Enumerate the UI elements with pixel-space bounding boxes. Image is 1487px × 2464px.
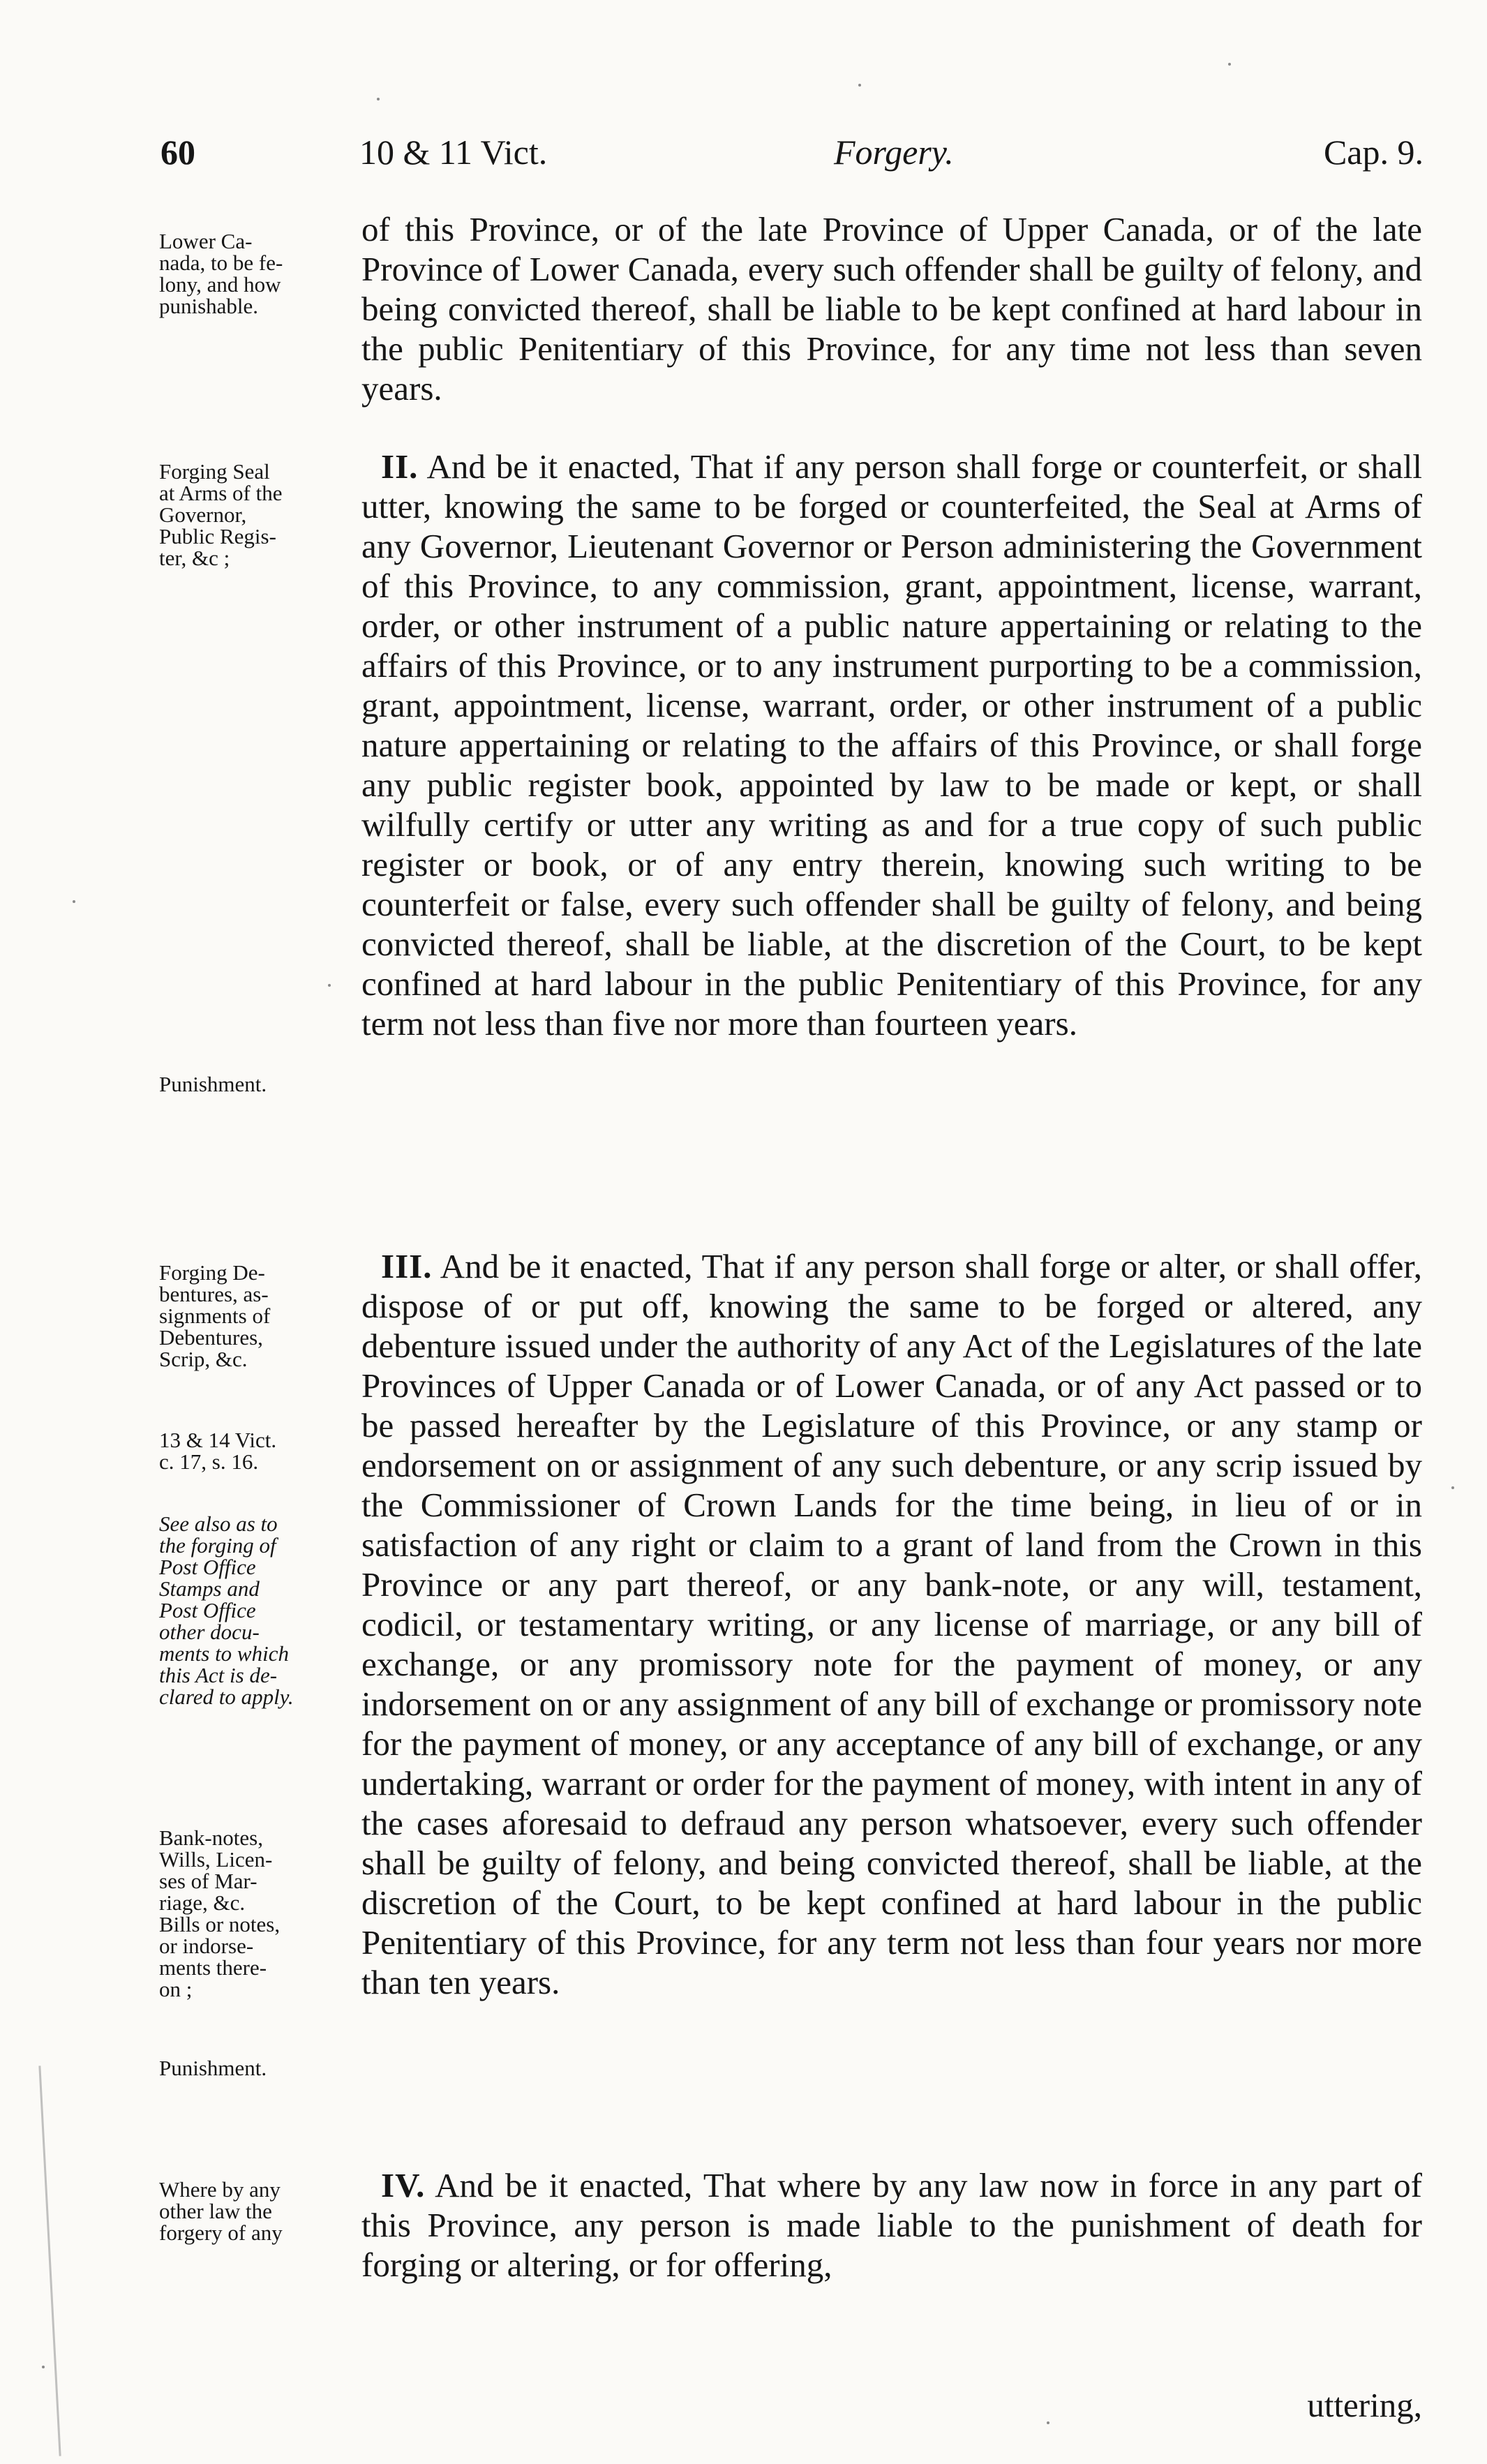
print-speck bbox=[377, 98, 380, 100]
section-number: IV. bbox=[381, 2166, 426, 2204]
section-number: II. bbox=[381, 447, 419, 486]
margin-note: Forging Seal at Arms of the Governor, Public Regis- ter, &c ; bbox=[159, 459, 283, 570]
section-2: II. And be it enacted, That if any person shall forge or counterfeit, or shall utter, knowing the same to be forged or counterfeited, the Seal at Arms of any Governor, Lieutenant Governor or Person administering the Government of this Province, to any commission, grant, appointment, license, warrant, order, or other instrument of a public nature appertaining or relating to the affairs of this Province, or to any instrument purporting to be a commission, grant, appointment, license, warrant, order, or other instrument of a public nature appertaining or relating to the affairs of this Province, or shall forge any public register book, appointed by law to be made or kept, or shall wilfully certify or utter any writing as and for a true copy of such public register or book, or of any entry therein, knowing such writing to be counterfeit or false, every such offender shall be guilty of felony, and being convicted thereof, shall be liable, at the discretion of the Court, to be kept confined at hard labour in the public Penitentiary of this Province, for any term not less than five nor more than fourteen years. bbox=[361, 447, 1422, 1043]
margin-note-punishment: Punishment. bbox=[159, 2056, 267, 2080]
print-speck bbox=[858, 84, 861, 87]
print-speck bbox=[1451, 1486, 1454, 1489]
margin-note-see-also: See also as to the forging of Post Office Stamps and Post Office other docu- ments to which this Act is de- clared to apply. bbox=[159, 1511, 294, 1709]
print-speck bbox=[1047, 2421, 1049, 2424]
section-continuation: of this Province, or of the late Province of Upper Canada, or of the late Province of Lower Canada, every such offender shall be guilty of felony, and being convicted thereof, shall be liable to be kept confined at hard labour in the public Penitentiary of this Province, for any time not less than seven years. bbox=[361, 210, 1422, 408]
margin-note-citation: 13 & 14 Vict. c. 17, s. 16. bbox=[159, 1428, 277, 1474]
print-speck bbox=[1228, 63, 1231, 66]
running-header bbox=[160, 131, 1424, 180]
section-3: III. And be it enacted, That if any person shall forge or alter, or shall offer, dispose of or put off, knowing the same to be forged or altered, any debenture issued under the authority of any Act of the Legislatures of the late Provinces of Upper Canada or of Lower Canada, or of any Act passed or to be passed hereafter by the Legislature of this Province, or any stamp or endorsement on or assignment of any such debenture, or any scrip issued by the Commissioner of Crown Lands for the time being, in lieu of or in satisfaction of any right or claim to a grant of land from the Crown in this Province or any part thereof, or any bank-note, or any will, testament, codicil, or testamentary writing, or any license of marriage, or any bill of exchange, or any promissory note for the payment of money, or any indorsement on or any assignment of any bill of exchange or promissory note for the payment of money, or any acceptance of any bill of exchange, or any undertaking, warrant or order for the payment of money, with intent in any of the cases aforesaid to defraud any person whatsoever, every such offender shall be guilty of felony, and being convicted thereof, shall be liable, at the discretion of the Court, to be kept confined at hard labour in the public Penitentiary of this Province, for any term not less than four years nor more than ten years. bbox=[361, 1247, 1422, 2001]
margin-scratch bbox=[38, 2066, 61, 2456]
chapter-number: Cap. 9. bbox=[1323, 133, 1424, 172]
print-speck bbox=[42, 2366, 45, 2368]
section-number: III. bbox=[381, 1247, 433, 1285]
margin-note: Lower Ca- nada, to be fe- lony, and how punishable. bbox=[159, 229, 283, 318]
running-title: Forgery. bbox=[834, 133, 954, 172]
print-speck bbox=[73, 900, 75, 903]
margin-note: Forging De- bentures, as- signments of Debentures, Scrip, &c. bbox=[159, 1260, 271, 1371]
page-number: 60 bbox=[160, 133, 195, 172]
margin-note: Bank-notes, Wills, Licen- ses of Mar- riage, &c. Bills or notes, or indorse- ments there- on ; bbox=[159, 1825, 281, 2001]
catchword: uttering, bbox=[1307, 2386, 1422, 2424]
regnal-year: 10 & 11 Vict. bbox=[359, 133, 548, 172]
margin-note: Where by any other law the forgery of any bbox=[159, 2177, 283, 2245]
section-4: IV. And be it enacted, That where by any law now in force in any part of this Province, any person is made liable to the punishment of death for forging or altering, or for offering, bbox=[361, 2166, 1422, 2284]
margin-note-punishment: Punishment. bbox=[159, 1072, 267, 1096]
print-speck bbox=[328, 984, 331, 987]
